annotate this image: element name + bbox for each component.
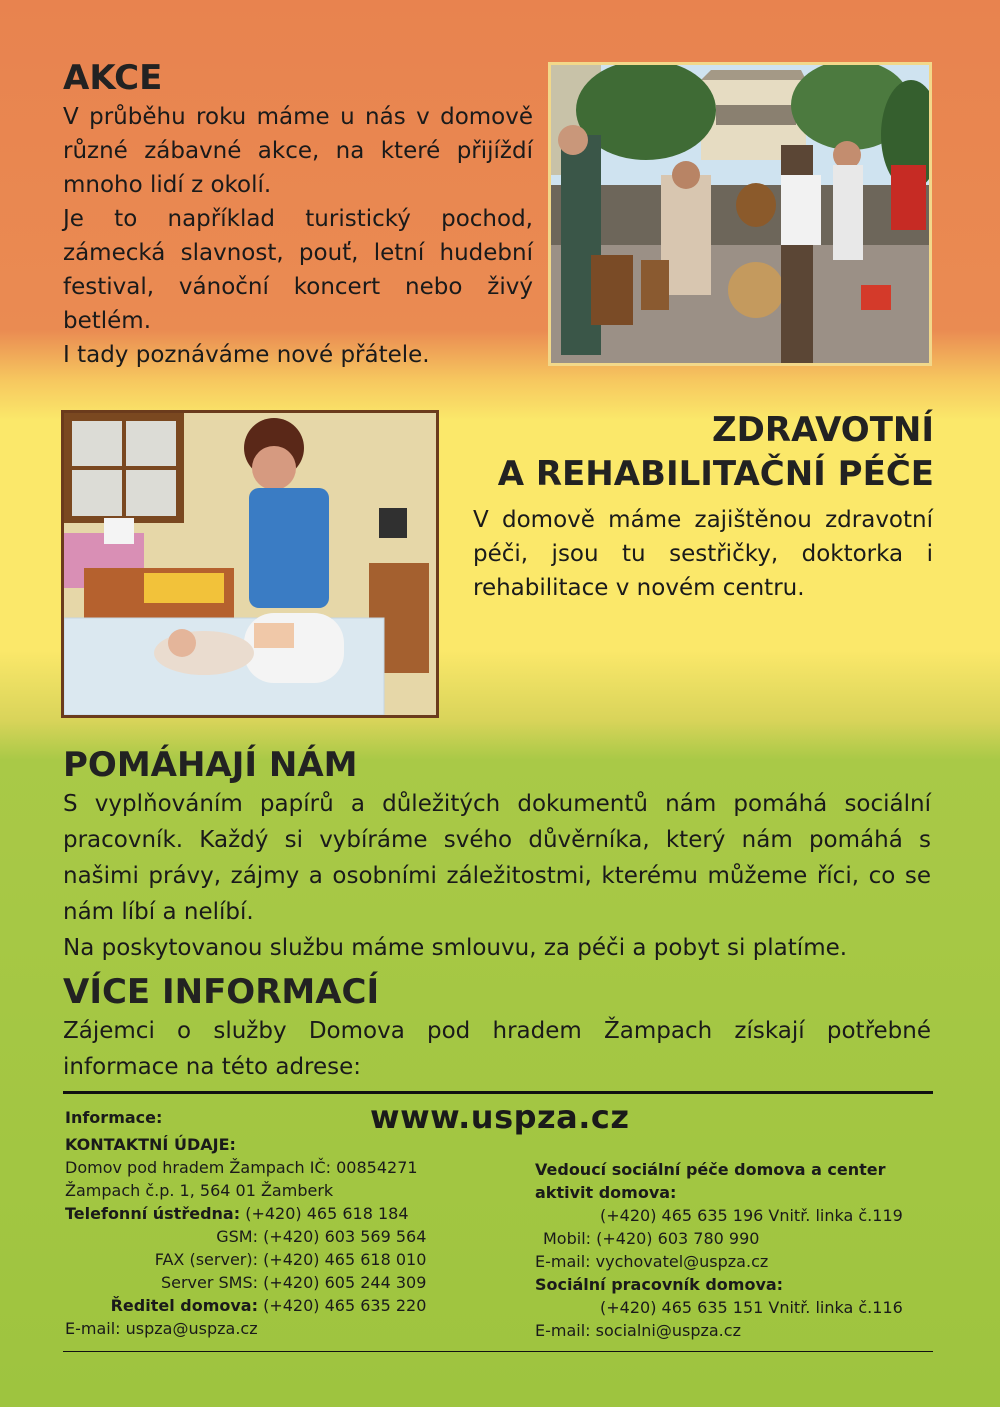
vice-text: Zájemci o služby Domova pod hradem Žampach získají potřebné informace na této adrese: — [63, 1018, 931, 1080]
phone-row — [65, 1202, 426, 1225]
phone-row — [65, 1248, 426, 1271]
pomahaji-heading: POMÁHAJÍ NÁM — [63, 745, 358, 785]
zdravotni-heading-line2: A REHABILITAČNÍ PÉČE — [497, 454, 934, 494]
pomahaji-text — [63, 786, 931, 966]
phone-label: Ředitel domova: — [110, 1296, 258, 1315]
divider-top — [63, 1091, 933, 1094]
email-main[interactable]: E-mail: uspza@uspza.cz — [65, 1319, 258, 1338]
website-link[interactable]: www.uspza.cz — [370, 1098, 630, 1136]
akce-paragraph: Je to například turistický pochod, zámecká slavnost, pouť, letní hudební festival, vánoční koncert nebo živý betlém. — [63, 206, 533, 334]
phone-value: (+420) 465 618 184 — [245, 1204, 409, 1223]
phone-value: (+420) 603 569 564 — [263, 1227, 427, 1246]
phone-value: (+420) 465 635 220 — [263, 1296, 427, 1315]
divider-bottom — [63, 1351, 933, 1352]
zdravotni-heading — [464, 408, 934, 496]
phone-row — [65, 1271, 426, 1294]
akce-text — [63, 100, 533, 372]
zdravotni-paragraph: V domově máme zajištěnou zdravotní péči, jsou tu sestřičky, doktorka i rehabilitace v novém centru. — [473, 507, 933, 601]
right-heading: Vedoucí sociální péče domova a center — [535, 1160, 886, 1179]
phone-label: Server SMS: — [160, 1273, 258, 1292]
akce-paragraph: V průběhu roku máme u nás v domově různé zábavné akce, na které přijíždí mnoho lidí z okolí. — [63, 104, 533, 198]
phone-row — [65, 1225, 426, 1248]
info-label: Informace: — [65, 1108, 163, 1127]
right-mobile: Mobil: (+420) 603 780 990 — [543, 1229, 760, 1248]
contact-block-right — [535, 1158, 935, 1342]
phone-label: GSM: — [216, 1227, 258, 1246]
phone-row — [65, 1294, 426, 1317]
zdravotni-heading-line1: ZDRAVOTNÍ — [712, 410, 934, 450]
contact-block-left — [65, 1133, 426, 1340]
vice-heading: VÍCE INFORMACÍ — [63, 972, 380, 1012]
address-line: Domov pod hradem Žampach IČ: 00854271 — [65, 1158, 418, 1177]
phone-value: (+420) 605 244 309 — [263, 1273, 427, 1292]
right-email[interactable]: E-mail: vychovatel@uspza.cz — [535, 1252, 769, 1271]
phone-label: Telefonní ústředna: — [65, 1204, 241, 1223]
right-heading: aktivit domova: — [535, 1183, 677, 1202]
contact-heading: KONTAKTNÍ ÚDAJE: — [65, 1135, 236, 1154]
akce-paragraph: I tady poznáváme nové přátele. — [63, 342, 430, 368]
phone-value: (+420) 465 618 010 — [263, 1250, 427, 1269]
phone-label: FAX (server): — [154, 1250, 258, 1269]
right-email[interactable]: E-mail: socialni@uspza.cz — [535, 1321, 741, 1340]
rehabilitation-photo — [61, 410, 439, 718]
zdravotni-text — [473, 503, 933, 605]
right-heading: Sociální pracovník domova: — [535, 1275, 784, 1294]
festival-photo — [548, 62, 932, 366]
pomahaji-paragraph: Na poskytovanou službu máme smlouvu, za péči a pobyt si platíme. — [63, 935, 848, 961]
right-phone: (+420) 465 635 196 Vnitř. linka č.119 — [600, 1206, 903, 1225]
right-phone: (+420) 465 635 151 Vnitř. linka č.116 — [600, 1298, 903, 1317]
akce-heading: AKCE — [63, 58, 163, 98]
pomahaji-paragraph: S vyplňováním papírů a důležitých dokumentů nám pomáhá sociální pracovník. Každý si vybíráme svého důvěrníka, který nám pomáhá s našimi právy, zájmy a osobními záležitostmi, kterému můžeme říci, co se nám líbí a nelíbí. — [63, 791, 931, 925]
address-line: Žampach č.p. 1, 564 01 Žamberk — [65, 1181, 334, 1200]
